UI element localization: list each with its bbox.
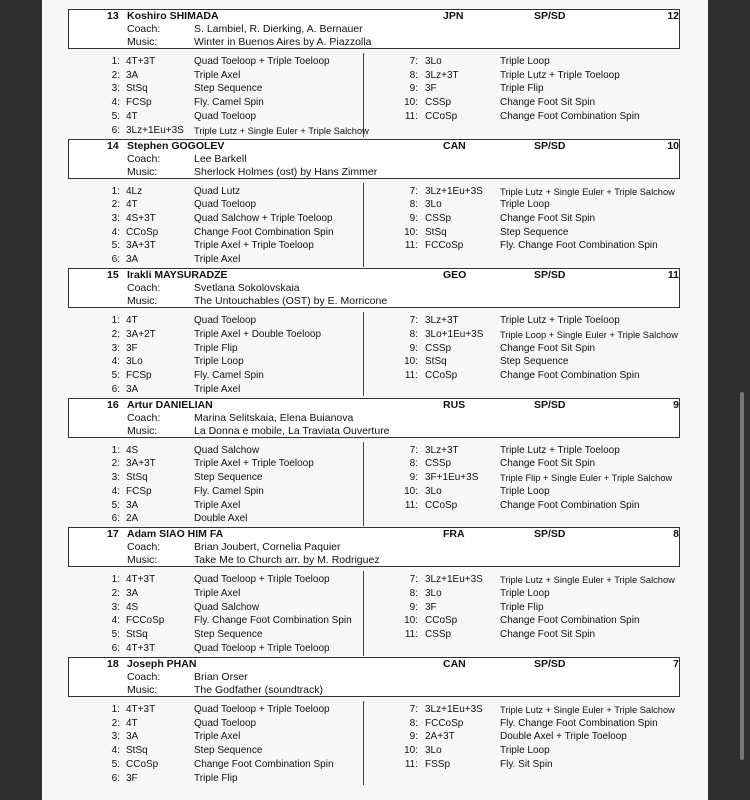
skater-order: 12 <box>667 10 679 22</box>
element-description: Fly. Camel Spin <box>194 369 264 381</box>
element-description: Triple Flip <box>500 601 544 613</box>
element-description: Triple Loop <box>500 485 550 497</box>
element-description: Fly. Camel Spin <box>194 485 264 497</box>
element-number: 11: <box>404 240 418 252</box>
skater-segment: SP/SD <box>534 139 566 152</box>
element-code: 4T+3T <box>126 642 156 654</box>
element-description: Triple Axel <box>194 69 241 81</box>
skater-nation: CAN <box>443 139 466 152</box>
skater-rank: 16 <box>107 398 119 411</box>
coach-label: Coach: <box>127 282 161 295</box>
element-code: 3A+2T <box>126 328 156 340</box>
skater-nation: JPN <box>443 10 464 22</box>
element-description: Fly. Change Foot Combination Spin <box>500 717 658 729</box>
element-number: 3: <box>111 601 120 613</box>
element-number: 6: <box>111 642 120 654</box>
skater-block <box>42 139 708 269</box>
element-code: 3Lz+3T <box>425 69 459 81</box>
element-description: Triple Axel + Triple Toeloop <box>194 240 314 252</box>
element-description: Change Foot Combination Spin <box>500 369 640 381</box>
column-divider <box>363 312 364 396</box>
column-divider <box>363 183 364 267</box>
element-code: 3F <box>126 772 138 784</box>
element-code: 3A <box>126 499 139 511</box>
element-description: Double Axel + Triple Toeloop <box>500 731 627 743</box>
music-label: Music: <box>127 165 158 178</box>
element-number: 6: <box>111 254 120 266</box>
element-description: Fly. Change Foot Combination Spin <box>194 615 352 627</box>
skater-nation: FRA <box>443 528 465 541</box>
element-number: 8: <box>409 588 418 600</box>
element-description: Triple Lutz + Single Euler + Triple Salchow <box>500 186 675 197</box>
skater-header <box>68 9 680 49</box>
skater-rank: 18 <box>107 658 119 670</box>
element-description: Change Foot Combination Spin <box>500 615 640 627</box>
element-description: Change Foot Combination Spin <box>194 758 334 770</box>
skater-nation: CAN <box>443 658 466 670</box>
coach-label: Coach: <box>127 152 161 165</box>
element-description: Triple Flip <box>194 772 238 784</box>
skater-rank: 15 <box>107 269 119 282</box>
element-number: 1: <box>111 574 120 586</box>
element-code: StSq <box>126 629 148 641</box>
element-number: 9: <box>409 342 418 354</box>
element-description: Triple Lutz + Single Euler + Triple Salchow <box>500 705 675 715</box>
element-description: Step Sequence <box>194 83 263 95</box>
element-number: 8: <box>409 199 418 211</box>
element-description: Quad Toeloop <box>194 199 257 211</box>
element-description: Triple Lutz + Single Euler + Triple Salchow <box>194 125 369 136</box>
skater-name: Koshiro SHIMADA <box>127 10 219 22</box>
element-number: 1: <box>111 444 120 456</box>
element-description: Step Sequence <box>500 226 569 238</box>
element-number: 7: <box>409 574 418 586</box>
element-code: 3Lz+3T <box>425 444 459 456</box>
element-description: Triple Loop <box>500 745 550 757</box>
element-code: 3F <box>126 342 138 354</box>
element-number: 7: <box>409 56 418 67</box>
element-code: 3Lo <box>126 356 143 368</box>
element-description: Quad Salchow + Triple Toeloop <box>194 212 333 224</box>
element-number: 10: <box>404 356 418 368</box>
element-code: 4T <box>126 110 138 122</box>
element-number: 8: <box>409 717 418 729</box>
element-code: 3A <box>126 588 139 600</box>
element-description: Triple Axel <box>194 383 241 395</box>
element-number: 8: <box>409 69 418 81</box>
element-number: 9: <box>409 212 418 224</box>
skater-block <box>42 268 708 398</box>
element-description: Quad Salchow <box>194 444 260 456</box>
element-number: 10: <box>404 97 418 109</box>
element-code: 4S+3T <box>126 212 156 224</box>
element-code: FCCoSp <box>425 240 464 252</box>
element-code: 2A <box>126 513 139 525</box>
skater-order: 7 <box>673 658 679 670</box>
element-number: 11: <box>404 369 418 381</box>
coach-name: Brian Orser <box>194 671 248 683</box>
element-code: 3F <box>425 83 437 95</box>
music-title: The Untouchables (OST) by E. Morricone <box>194 295 388 308</box>
coach-label: Coach: <box>127 541 161 554</box>
element-number: 9: <box>409 731 418 743</box>
element-description: Triple Flip + Single Euler + Triple Salchow <box>500 473 673 484</box>
element-number: 11: <box>404 629 418 641</box>
element-description: Quad Toeloop + Triple Toeloop <box>194 574 330 586</box>
element-code: 4T+3T <box>126 56 156 67</box>
element-number: 9: <box>409 83 418 95</box>
skater-block <box>42 398 708 528</box>
element-description: Triple Flip <box>500 83 544 95</box>
element-code: 3Lo <box>425 56 442 67</box>
skater-rank: 14 <box>107 139 119 152</box>
element-code: CSSp <box>425 212 452 224</box>
element-code: 3F <box>425 601 437 613</box>
element-code: FCCoSp <box>425 717 464 729</box>
element-description: Triple Lutz + Triple Toeloop <box>500 315 620 327</box>
column-divider <box>363 571 364 655</box>
music-title: Take Me to Church arr. by M. Rodriguez <box>194 554 380 567</box>
skater-order: 11 <box>667 269 679 282</box>
music-title: Sherlock Holmes (ost) by Hans Zimmer <box>194 165 378 178</box>
scrollbar-thumb[interactable] <box>740 392 744 760</box>
element-description: Quad Toeloop + Triple Toeloop <box>194 642 330 654</box>
element-code: CSSp <box>425 97 452 109</box>
element-number: 3: <box>111 731 120 743</box>
skater-rank: 13 <box>107 10 119 22</box>
skater-segment: SP/SD <box>534 528 566 541</box>
coach-label: Coach: <box>127 23 161 35</box>
element-number: 1: <box>111 315 120 327</box>
skater-name: Artur DANIELIAN <box>127 398 213 411</box>
skater-order: 8 <box>673 528 679 541</box>
element-number: 4: <box>111 745 120 757</box>
element-description: Change Foot Sit Spin <box>500 342 596 354</box>
element-number: 11: <box>404 499 418 511</box>
element-number: 3: <box>111 212 120 224</box>
element-code: CCoSp <box>425 369 458 381</box>
element-number: 3: <box>111 342 120 354</box>
skater-block <box>42 527 708 657</box>
element-number: 8: <box>409 328 418 340</box>
element-description: Triple Loop <box>500 588 550 600</box>
element-code: 4T+3T <box>126 704 156 715</box>
element-description: Triple Axel <box>194 254 241 266</box>
element-number: 9: <box>409 472 418 484</box>
element-number: 5: <box>111 110 120 122</box>
element-code: 4S <box>126 601 139 613</box>
element-number: 10: <box>404 226 418 238</box>
element-code: 3A <box>126 254 139 266</box>
element-description: Triple Loop <box>500 199 550 211</box>
element-code: StSq <box>425 226 447 238</box>
skater-rank: 17 <box>107 528 119 541</box>
element-description: Change Foot Sit Spin <box>500 629 596 641</box>
skater-order: 9 <box>673 398 679 411</box>
element-code: CCoSp <box>425 499 458 511</box>
coach-label: Coach: <box>127 671 161 683</box>
element-number: 2: <box>111 588 120 600</box>
music-title: The Godfather (soundtrack) <box>194 684 323 696</box>
element-code: CCoSp <box>126 226 159 238</box>
column-divider <box>363 442 364 526</box>
element-code: CCoSp <box>126 758 159 770</box>
element-code: 3A+3T <box>126 240 156 252</box>
element-code: FCCoSp <box>126 615 165 627</box>
element-number: 4: <box>111 615 120 627</box>
skater-header <box>68 139 680 179</box>
skater-name: Joseph PHAN <box>127 658 197 670</box>
coach-name: S. Lambiel, R. Dierking, A. Bernauer <box>194 23 363 35</box>
element-number: 11: <box>404 758 418 770</box>
element-number: 6: <box>111 772 120 784</box>
element-number: 3: <box>111 472 120 484</box>
element-code: 3A <box>126 731 139 743</box>
element-number: 4: <box>111 226 120 238</box>
skater-block <box>42 657 708 787</box>
element-description: Triple Lutz + Single Euler + Triple Salchow <box>500 575 675 586</box>
element-description: Quad Toeloop + Triple Toeloop <box>194 704 330 715</box>
element-description: Triple Axel + Double Toeloop <box>194 328 322 340</box>
element-number: 3: <box>111 83 120 95</box>
skater-name: Irakli MAYSURADZE <box>127 269 228 282</box>
element-code: CCoSp <box>425 110 458 122</box>
element-code: StSq <box>126 83 148 95</box>
coach-label: Coach: <box>127 411 161 424</box>
element-code: 3A <box>126 69 139 81</box>
element-code: StSq <box>126 745 148 757</box>
element-number: 2: <box>111 717 120 729</box>
element-description: Triple Loop <box>500 56 550 67</box>
element-code: StSq <box>425 356 447 368</box>
element-number: 8: <box>409 458 418 470</box>
skater-header <box>68 398 680 438</box>
element-number: 4: <box>111 97 120 109</box>
element-number: 1: <box>111 185 120 197</box>
skater-segment: SP/SD <box>534 269 566 282</box>
element-code: StSq <box>126 472 148 484</box>
music-title: La Donna e mobile, La Traviata Ouverture <box>194 424 390 437</box>
element-number: 5: <box>111 369 120 381</box>
element-code: 4Lz <box>126 185 143 197</box>
element-code: 3A+3T <box>126 458 156 470</box>
element-number: 2: <box>111 328 120 340</box>
element-number: 10: <box>404 615 418 627</box>
element-number: 10: <box>404 485 418 497</box>
element-number: 4: <box>111 485 120 497</box>
element-code: 3Lz+1Eu+3S <box>425 704 483 715</box>
element-number: 1: <box>111 704 120 715</box>
element-number: 7: <box>409 185 418 197</box>
element-code: 4T <box>126 315 138 327</box>
coach-name: Brian Joubert, Cornelia Paquier <box>194 541 341 554</box>
element-code: CSSp <box>425 458 452 470</box>
element-description: Quad Toeloop <box>194 315 257 327</box>
element-code: FCSp <box>126 485 152 497</box>
element-number: 11: <box>404 110 418 122</box>
element-description: Triple Lutz + Triple Toeloop <box>500 69 620 81</box>
element-description: Quad Toeloop <box>194 110 257 122</box>
element-description: Change Foot Sit Spin <box>500 458 596 470</box>
skater-header <box>68 527 680 567</box>
element-code: 3Lz+1Eu+3S <box>425 185 483 197</box>
element-description: Change Foot Combination Spin <box>500 110 640 122</box>
element-number: 6: <box>111 124 120 136</box>
element-code: 3Lo <box>425 485 442 497</box>
element-description: Quad Salchow <box>194 601 260 613</box>
element-description: Triple Flip <box>194 342 238 354</box>
element-code: 3Lz+3T <box>425 315 459 327</box>
column-divider <box>363 701 364 785</box>
element-code: FCSp <box>126 369 152 381</box>
element-number: 4: <box>111 356 120 368</box>
skater-name: Stephen GOGOLEV <box>127 139 225 152</box>
element-description: Triple Axel <box>194 731 241 743</box>
element-number: 1: <box>111 56 120 67</box>
element-code: 2A+3T <box>425 731 455 743</box>
coach-name: Svetlana Sokolovskaia <box>194 282 300 295</box>
element-number: 5: <box>111 758 120 770</box>
element-description: Triple Loop <box>194 356 244 368</box>
element-code: FCSp <box>126 97 152 109</box>
element-description: Change Foot Sit Spin <box>500 97 596 109</box>
element-code: FSSp <box>425 758 451 770</box>
skater-header <box>68 268 680 308</box>
element-number: 2: <box>111 69 120 81</box>
element-number: 2: <box>111 199 120 211</box>
music-label: Music: <box>127 295 158 308</box>
element-number: 5: <box>111 240 120 252</box>
element-code: 3A <box>126 383 139 395</box>
music-label: Music: <box>127 424 158 437</box>
element-code: 3F+1Eu+3S <box>425 472 479 484</box>
element-code: 3Lz+1Eu+3S <box>425 574 483 586</box>
element-code: 4T <box>126 199 138 211</box>
music-label: Music: <box>127 36 158 48</box>
element-number: 7: <box>409 704 418 715</box>
element-code: CSSp <box>425 342 452 354</box>
coach-name: Lee Barkell <box>194 152 247 165</box>
element-description: Triple Axel <box>194 588 241 600</box>
skater-order: 10 <box>667 139 679 152</box>
element-number: 7: <box>409 315 418 327</box>
document-page <box>42 0 708 800</box>
element-number: 6: <box>111 513 120 525</box>
skater-segment: SP/SD <box>534 10 566 22</box>
element-description: Double Axel <box>194 513 248 525</box>
skater-block <box>42 9 708 139</box>
element-description: Triple Loop + Single Euler + Triple Salchow <box>500 329 678 340</box>
skater-nation: RUS <box>443 398 466 411</box>
element-number: 6: <box>111 383 120 395</box>
element-code: 4T <box>126 717 138 729</box>
element-description: Triple Lutz + Triple Toeloop <box>500 444 620 456</box>
element-code: CSSp <box>425 629 452 641</box>
skater-segment: SP/SD <box>534 398 566 411</box>
element-description: Quad Toeloop <box>194 717 257 729</box>
element-description: Quad Toeloop + Triple Toeloop <box>194 56 330 67</box>
element-code: 3Lo <box>425 745 442 757</box>
element-description: Step Sequence <box>194 472 263 484</box>
element-description: Change Foot Combination Spin <box>500 499 640 511</box>
element-code: 3Lo <box>425 588 442 600</box>
skater-nation: GEO <box>443 269 467 282</box>
element-description: Change Foot Combination Spin <box>194 226 334 238</box>
element-number: 5: <box>111 499 120 511</box>
element-description: Triple Axel + Triple Toeloop <box>194 458 314 470</box>
skater-segment: SP/SD <box>534 658 566 670</box>
element-code: 4S <box>126 444 139 456</box>
element-description: Step Sequence <box>194 745 263 757</box>
element-number: 2: <box>111 458 120 470</box>
element-description: Change Foot Sit Spin <box>500 212 596 224</box>
music-label: Music: <box>127 684 158 696</box>
element-number: 10: <box>404 745 418 757</box>
element-description: Triple Axel <box>194 499 241 511</box>
element-number: 5: <box>111 629 120 641</box>
element-description: Fly. Camel Spin <box>194 97 264 109</box>
element-number: 7: <box>409 444 418 456</box>
element-code: 4T+3T <box>126 574 156 586</box>
skater-header <box>68 657 680 697</box>
element-description: Step Sequence <box>500 356 569 368</box>
music-label: Music: <box>127 554 158 567</box>
element-code: 3Lz+1Eu+3S <box>126 124 184 136</box>
element-code: 3Lo+1Eu+3S <box>425 328 484 340</box>
element-code: 3Lo <box>425 199 442 211</box>
element-description: Fly. Sit Spin <box>500 758 553 770</box>
music-title: Winter in Buenos Aires by A. Piazzolla <box>194 36 372 48</box>
element-description: Step Sequence <box>194 629 263 641</box>
element-code: CCoSp <box>425 615 458 627</box>
viewer-left-margin <box>0 0 42 800</box>
element-number: 9: <box>409 601 418 613</box>
coach-name: Marina Selitskaia, Elena Buianova <box>194 411 354 424</box>
element-description: Fly. Change Foot Combination Spin <box>500 240 658 252</box>
element-description: Quad Lutz <box>194 185 241 197</box>
skater-name: Adam SIAO HIM FA <box>127 528 224 541</box>
